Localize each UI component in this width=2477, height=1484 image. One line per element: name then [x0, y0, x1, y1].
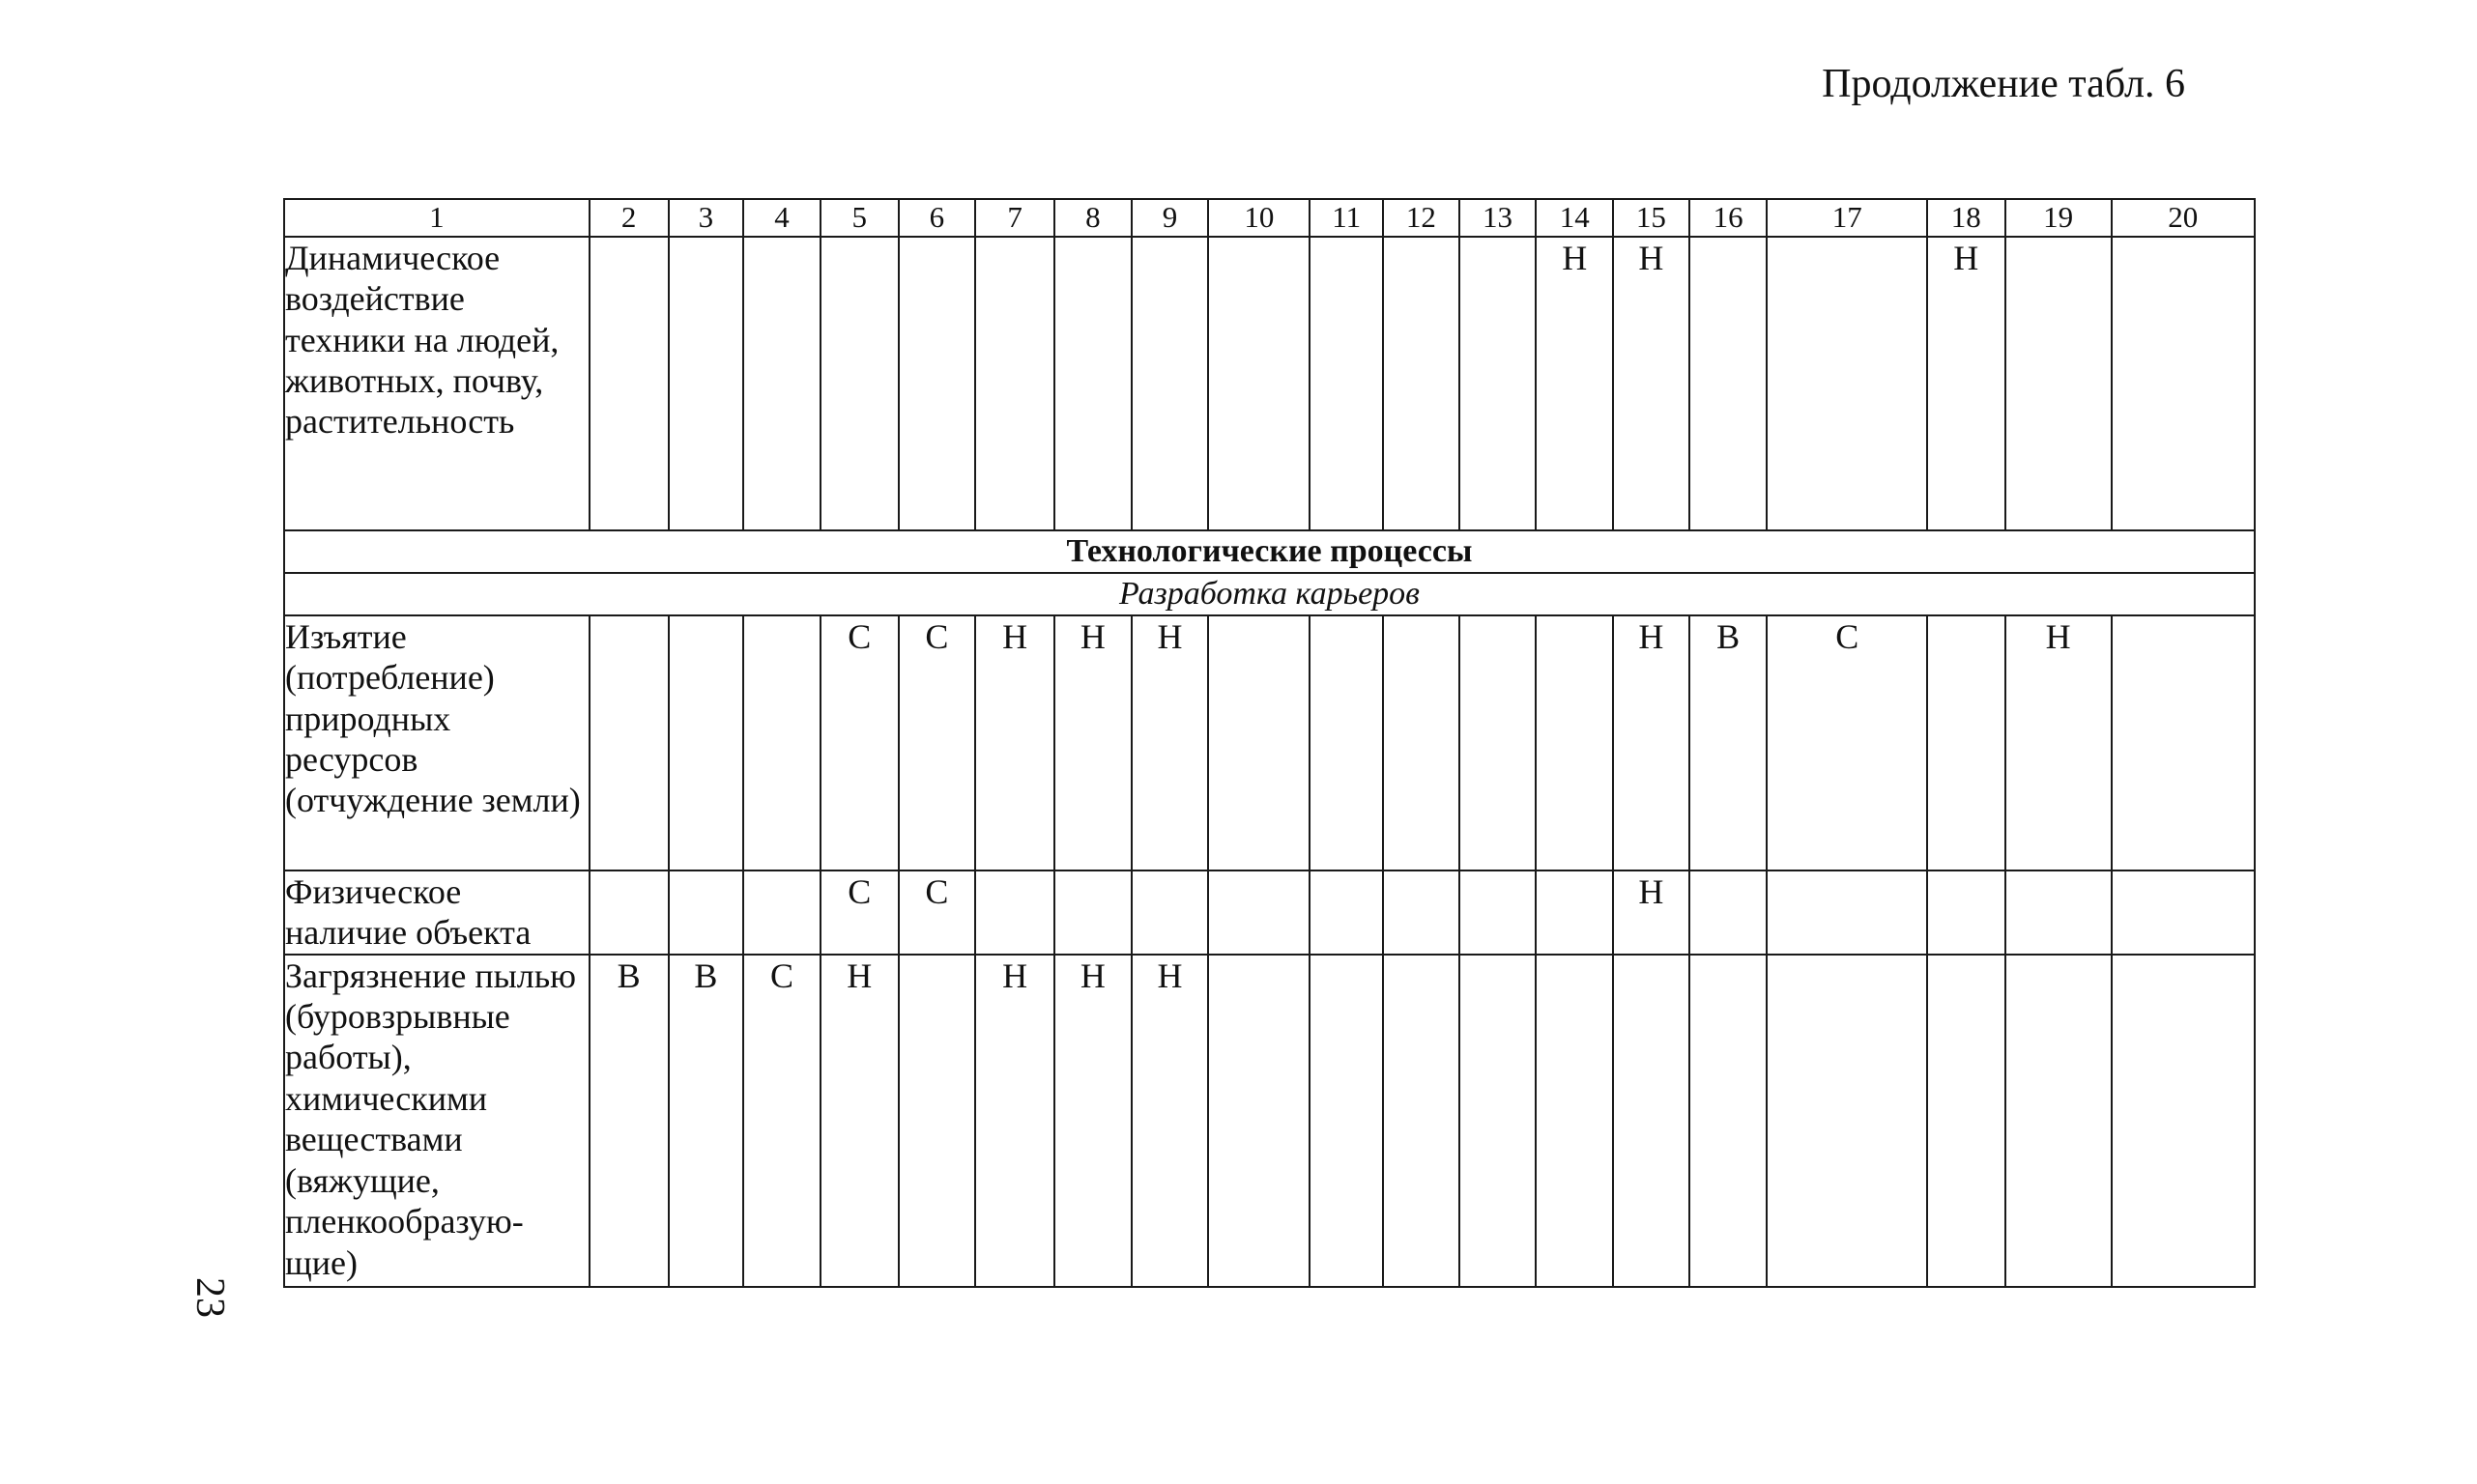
impact-cell: [2112, 615, 2255, 870]
table-row: [284, 237, 2255, 530]
impact-cell: [2005, 870, 2112, 955]
impact-cell: Н: [1613, 237, 1689, 530]
impact-cell: С: [899, 615, 976, 870]
section-row: [284, 530, 2255, 573]
impact-cell: [2005, 955, 2112, 1287]
impact-cell: [1459, 237, 1537, 530]
impact-cell: [743, 615, 821, 870]
column-header: 15: [1613, 199, 1689, 237]
impact-cell: [899, 955, 976, 1287]
impact-cell: [1689, 870, 1768, 955]
impact-cell: [2112, 955, 2255, 1287]
table-row: [284, 955, 2255, 1287]
impact-cell: [1767, 955, 1926, 1287]
impact-cell: [1536, 615, 1613, 870]
row-label: Динамическое воздействие техники на людей, животных, почву, растительность: [284, 237, 590, 530]
column-header: 5: [821, 199, 899, 237]
impact-cell: [1208, 870, 1310, 955]
column-header: 17: [1767, 199, 1926, 237]
impact-cell: Н: [1536, 237, 1613, 530]
impact-cell: [2005, 237, 2112, 530]
impact-cell: [669, 870, 744, 955]
impact-cell: [1132, 237, 1209, 530]
impact-cell: [1054, 237, 1132, 530]
column-header: 4: [743, 199, 821, 237]
impact-cell: [1459, 955, 1537, 1287]
impact-cell: [1383, 870, 1459, 955]
section-title: Технологические процессы: [284, 530, 2255, 573]
impact-cell: [1767, 870, 1926, 955]
column-header: 12: [1383, 199, 1459, 237]
table-row: [284, 870, 2255, 955]
impact-cell: [590, 870, 669, 955]
impact-cell: [1208, 237, 1310, 530]
impact-cell: Н: [1054, 955, 1132, 1287]
page-number: 23: [187, 1277, 232, 1318]
column-header: 19: [2005, 199, 2112, 237]
impact-cell: [1383, 955, 1459, 1287]
impact-cell: В: [1689, 615, 1768, 870]
impact-cell: [975, 237, 1054, 530]
impact-cell: [821, 237, 899, 530]
impact-cell: Н: [1927, 237, 2005, 530]
row-label: Загрязнение пылью (буровзрывные работы), химическими веществами (вяжущие, пленкообразую-щие): [284, 955, 590, 1287]
impact-cell: Н: [975, 955, 1054, 1287]
column-header: 11: [1310, 199, 1383, 237]
column-header: 1: [284, 199, 590, 237]
subsection-row: [284, 573, 2255, 615]
impact-cell: Н: [975, 615, 1054, 870]
impact-cell: [1536, 870, 1613, 955]
impact-cell: [1310, 955, 1383, 1287]
column-header: 8: [1054, 199, 1132, 237]
impact-cell: Н: [1613, 615, 1689, 870]
row-label: Изъятие (потребление) природных ресурсов (отчуждение земли): [284, 615, 590, 870]
impact-cell: Н: [821, 955, 899, 1287]
column-header: 13: [1459, 199, 1537, 237]
impact-cell: Н: [1613, 870, 1689, 955]
impact-cell: Н: [1054, 615, 1132, 870]
impact-cell: [1310, 870, 1383, 955]
impact-cell: С: [821, 870, 899, 955]
impact-cell: [1310, 615, 1383, 870]
impact-cell: [1536, 955, 1613, 1287]
impact-cell: [669, 615, 744, 870]
impact-cell: [1613, 955, 1689, 1287]
impact-cell: С: [743, 955, 821, 1287]
impact-cell: [1459, 870, 1537, 955]
impact-cell: Н: [2005, 615, 2112, 870]
table-row: [284, 615, 2255, 870]
subsection-title: Разработка карьеров: [284, 573, 2255, 615]
impact-cell: [1310, 237, 1383, 530]
impact-cell: [1689, 955, 1768, 1287]
impact-cell: С: [1767, 615, 1926, 870]
impact-cell: В: [669, 955, 744, 1287]
column-header: 14: [1536, 199, 1613, 237]
impact-cell: [1689, 237, 1768, 530]
impact-cell: [1054, 870, 1132, 955]
impact-cell: [1208, 955, 1310, 1287]
column-header: 10: [1208, 199, 1310, 237]
impact-cell: [975, 870, 1054, 955]
impact-cell: [2112, 237, 2255, 530]
impact-cell: С: [899, 870, 976, 955]
impact-cell: [1927, 870, 2005, 955]
row-label: Физическое наличие объекта: [284, 870, 590, 955]
impact-cell: Н: [1132, 955, 1209, 1287]
column-header: 7: [975, 199, 1054, 237]
column-header: 3: [669, 199, 744, 237]
impact-cell: В: [590, 955, 669, 1287]
impact-cell: [899, 237, 976, 530]
column-header: 2: [590, 199, 669, 237]
table-header-row: [284, 199, 2255, 237]
impact-table: [283, 198, 2256, 1288]
impact-cell: [2112, 870, 2255, 955]
impact-cell: [1132, 870, 1209, 955]
impact-cell: [1383, 237, 1459, 530]
impact-cell: [1383, 615, 1459, 870]
impact-cell: [743, 870, 821, 955]
column-header: 9: [1132, 199, 1209, 237]
impact-cell: [590, 615, 669, 870]
column-header: 20: [2112, 199, 2255, 237]
column-header: 18: [1927, 199, 2005, 237]
impact-cell: [743, 237, 821, 530]
impact-cell: [590, 237, 669, 530]
impact-cell: С: [821, 615, 899, 870]
impact-cell: [1459, 615, 1537, 870]
impact-cell: [1927, 615, 2005, 870]
impact-cell: [1927, 955, 2005, 1287]
column-header: 6: [899, 199, 976, 237]
impact-cell: [1208, 615, 1310, 870]
column-header: 16: [1689, 199, 1768, 237]
impact-cell: Н: [1132, 615, 1209, 870]
impact-cell: [669, 237, 744, 530]
continuation-caption: Продолжение табл. 6: [1822, 62, 2185, 106]
impact-cell: [1767, 237, 1926, 530]
